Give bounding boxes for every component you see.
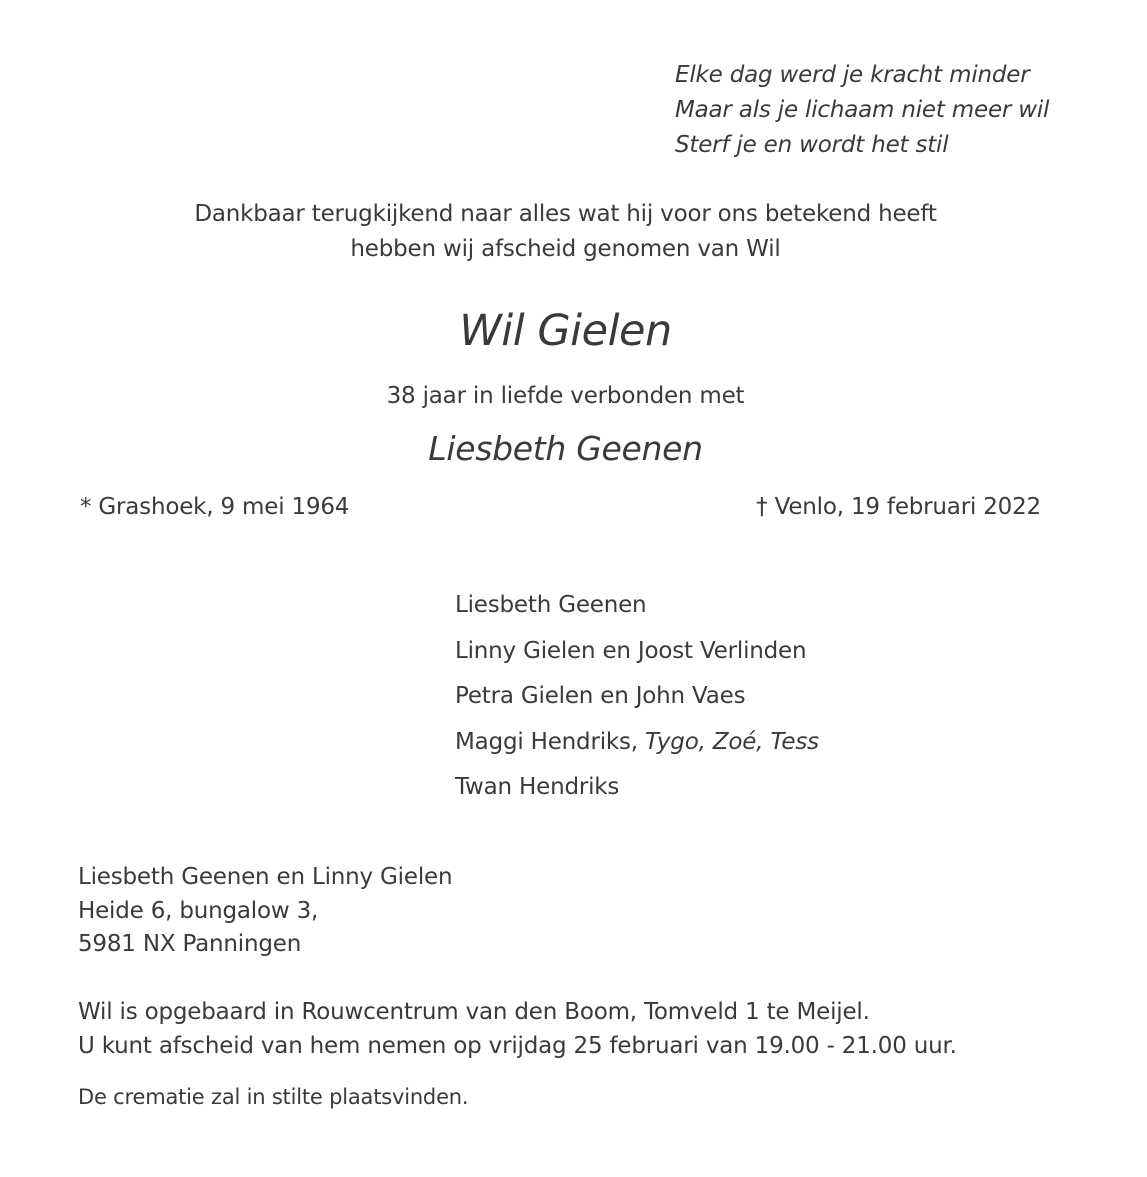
family-member-name: Petra Gielen en John Vaes: [455, 683, 746, 709]
correspondence-address: [78, 861, 452, 962]
address-line: Liesbeth Geenen en Linny Gielen: [78, 864, 453, 890]
family-member: [455, 588, 819, 634]
poem: [675, 58, 1049, 163]
grandchildren-names: Tygo, Zoé, Tess: [645, 728, 819, 755]
partner-name: Liesbeth Geenen: [428, 429, 703, 468]
viewing-line: U kunt afscheid van hem nemen op vrijdag 25 februari van 19.00 - 21.00 uur.: [78, 1033, 957, 1059]
married-text: 38 jaar in liefde verbonden met: [386, 383, 745, 409]
death-info: † Venlo, 19 februari 2022: [756, 494, 1041, 520]
family-member-name: Maggi Hendriks,: [455, 728, 638, 755]
viewing-info: [78, 995, 957, 1063]
poem-line: Sterf je en wordt het stil: [675, 132, 949, 158]
family-list: [455, 588, 819, 816]
family-member: [455, 725, 819, 771]
birth-info: * Grashoek, 9 mei 1964: [80, 494, 350, 520]
family-member: [455, 634, 819, 680]
family-member-name: Twan Hendriks: [455, 774, 620, 800]
intro-line-1: Dankbaar terugkijkend naar alles wat hij voor ons betekend heeft: [194, 201, 937, 227]
address-line: Heide 6, bungalow 3,: [78, 897, 319, 924]
intro-line-2: hebben wij afscheid genomen van Wil: [350, 236, 781, 262]
family-member-name: Liesbeth Geenen: [455, 592, 647, 618]
cremation-note: De crematie zal in stilte plaatsvinden.: [78, 1085, 469, 1109]
viewing-line: Wil is opgebaard in Rouwcentrum van den Boom, Tomveld 1 te Meijel.: [78, 999, 870, 1025]
family-member: [455, 679, 819, 725]
family-member-name: Linny Gielen en Joost Verlinden: [455, 637, 807, 664]
poem-line: Elke dag werd je kracht minder: [675, 62, 1030, 88]
family-member: [455, 770, 819, 816]
poem-line: Maar als je lichaam niet meer wil: [675, 97, 1050, 123]
deceased-name: Wil Gielen: [459, 306, 672, 356]
address-line: 5981 NX Panningen: [78, 931, 302, 957]
